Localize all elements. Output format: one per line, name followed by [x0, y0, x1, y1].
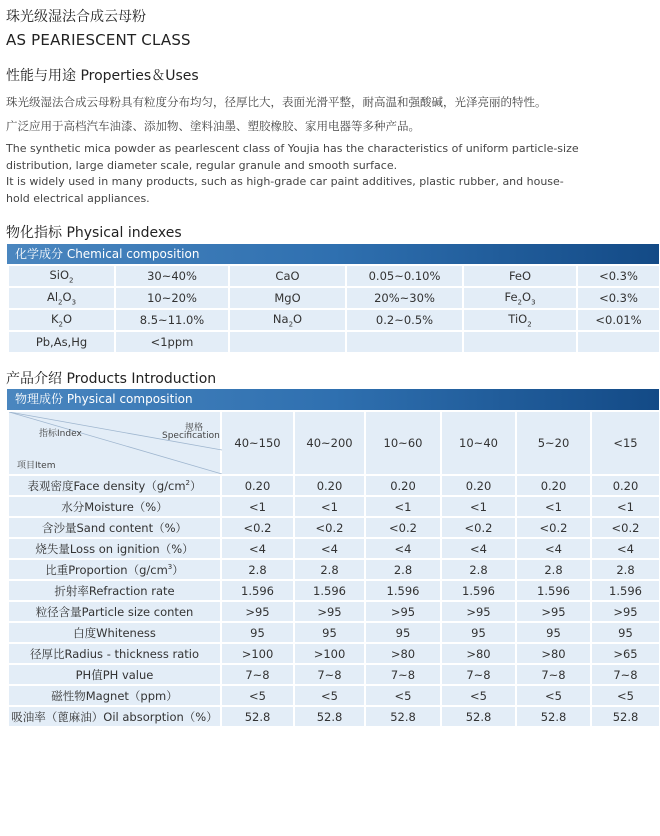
- chemical-composition-table: [7, 264, 660, 354]
- property-value-cell: 52.8: [294, 706, 365, 727]
- chem-element: TiO: [508, 311, 528, 326]
- property-value-cell: 0.20: [365, 475, 441, 496]
- chem-subscript: 3: [531, 298, 536, 307]
- property-value-cell: <4: [365, 538, 441, 559]
- property-value-cell: <0.2: [591, 517, 660, 538]
- property-label-cell: [8, 475, 221, 496]
- chem-value-cell: 0.2~0.5%: [346, 309, 463, 331]
- property-value-cell: 95: [294, 622, 365, 643]
- property-label-cell: [8, 664, 221, 685]
- index-label: 指标Index: [39, 429, 82, 439]
- property-value-cell: 52.8: [365, 706, 441, 727]
- property-value-cell: 1.596: [591, 580, 660, 601]
- property-value-cell: <4: [591, 538, 660, 559]
- property-label: 水分Moisture（%）: [61, 499, 168, 514]
- property-value-cell: 7~8: [221, 664, 294, 685]
- property-value-cell: 0.20: [516, 475, 591, 496]
- chem-element-cell: [229, 287, 346, 309]
- property-row: [8, 706, 660, 727]
- chem-element-cell: [463, 309, 577, 331]
- property-value-cell: 0.20: [441, 475, 516, 496]
- property-value-cell: >80: [516, 643, 591, 664]
- property-value-cell: >80: [365, 643, 441, 664]
- chem-value-cell: <0.01%: [577, 309, 660, 331]
- property-value-cell: 52.8: [221, 706, 294, 727]
- property-value-cell: >95: [516, 601, 591, 622]
- property-value-cell: 95: [365, 622, 441, 643]
- chem-subscript: 2: [517, 298, 522, 307]
- chem-element: CaO: [275, 269, 300, 283]
- property-value-cell: 2.8: [441, 559, 516, 580]
- property-label: 粒径含量Particle size conten: [35, 604, 194, 619]
- properties-en-line2: distribution, large diameter scale, regular granule and smooth surface.: [6, 158, 398, 172]
- property-value-cell: <4: [294, 538, 365, 559]
- property-value-cell: 0.20: [221, 475, 294, 496]
- property-value-cell: <5: [516, 685, 591, 706]
- properties-en-line3: It is widely used in many products, such as high-grade car paint additives, plastic rubber, and house-: [6, 175, 564, 188]
- chem-subscript: 3: [71, 298, 77, 307]
- property-label-cell: [8, 496, 221, 517]
- property-value-cell: >95: [365, 601, 441, 622]
- property-label-cell: [8, 643, 221, 664]
- chem-row: [8, 287, 660, 309]
- chem-subscript: 2: [69, 276, 74, 285]
- property-value-cell: <0.2: [441, 517, 516, 538]
- property-label-cell: [8, 601, 221, 622]
- chem-value-cell: [577, 331, 660, 353]
- property-row: [8, 517, 660, 538]
- property-value-cell: <4: [516, 538, 591, 559]
- spec-cn-label: 规格: [185, 423, 204, 433]
- property-value-cell: 7~8: [365, 664, 441, 685]
- property-value-cell: <1: [221, 496, 294, 517]
- property-value-cell: 2.8: [591, 559, 660, 580]
- property-label-cell: [8, 538, 221, 559]
- property-value-cell: 1.596: [516, 580, 591, 601]
- property-value-cell: >95: [441, 601, 516, 622]
- property-value-cell: 1.596: [365, 580, 441, 601]
- property-label: 比重Proportion（g/cm: [45, 562, 168, 577]
- chem-element: Pb,As,Hg: [35, 335, 88, 349]
- chem-element-cell: [463, 265, 577, 287]
- property-value-cell: >95: [221, 601, 294, 622]
- property-value-cell: <1: [591, 496, 660, 517]
- property-row: [8, 685, 660, 706]
- chem-element-cell: [229, 331, 346, 353]
- property-label: 含沙量Sand content（%）: [41, 520, 188, 535]
- property-label: PH值PH value: [75, 667, 154, 682]
- properties-heading: 性能与用途 Properties＆Uses: [6, 68, 199, 84]
- property-value-cell: <5: [591, 685, 660, 706]
- chem-element-cell: [8, 309, 115, 331]
- properties-en-line4: hold electrical appliances.: [6, 191, 150, 205]
- property-value-cell: <0.2: [365, 517, 441, 538]
- chem-subscript: 2: [288, 320, 294, 329]
- property-value-cell: >80: [441, 643, 516, 664]
- property-value-cell: <0.2: [516, 517, 591, 538]
- chem-value-cell: 30~40%: [115, 265, 229, 287]
- chem-value-cell: 8.5~11.0%: [115, 309, 229, 331]
- item-label: 项目Item: [17, 461, 56, 471]
- property-label-cell: [8, 706, 221, 727]
- property-label-cell: [8, 685, 221, 706]
- property-value-cell: 52.8: [516, 706, 591, 727]
- property-row: [8, 559, 660, 580]
- property-superscript: 2: [185, 478, 190, 487]
- property-value-cell: <0.2: [221, 517, 294, 538]
- physical-composition-table: [7, 410, 660, 728]
- property-value-cell: <1: [441, 496, 516, 517]
- chem-value-cell: 10~20%: [115, 287, 229, 309]
- chem-element-cell: [229, 309, 346, 331]
- property-value-cell: 1.596: [221, 580, 294, 601]
- property-value-cell: >95: [591, 601, 660, 622]
- property-label: 径厚比Radius - thickness ratio: [29, 646, 199, 661]
- chem-value-cell: <1ppm: [115, 331, 229, 353]
- chem-row: [8, 331, 660, 353]
- physical-composition-bar: 物理成份 Physical composition: [7, 389, 659, 410]
- chem-row: [8, 265, 660, 287]
- property-label: 表观密度Face density（g/cm: [27, 478, 186, 493]
- chem-element-cell: [463, 287, 577, 309]
- chem-element: O: [522, 289, 532, 304]
- property-value-cell: 7~8: [516, 664, 591, 685]
- property-label: ）: [172, 562, 184, 577]
- property-row: [8, 601, 660, 622]
- property-label-cell: [8, 559, 221, 580]
- property-row: [8, 622, 660, 643]
- properties-cn-line1: 珠光级湿法合成云母粉具有粒度分布均匀，径厚比大，表面光滑平整，耐高温和强酸碱，光泽亮丽的特性。: [6, 95, 547, 109]
- size-header: 40~200: [294, 411, 365, 475]
- property-value-cell: <0.2: [294, 517, 365, 538]
- property-value-cell: 2.8: [294, 559, 365, 580]
- chem-element-cell: [229, 265, 346, 287]
- size-header: 40~150: [221, 411, 294, 475]
- property-value-cell: 52.8: [591, 706, 660, 727]
- header-row: [8, 411, 660, 475]
- chem-element: FeO: [508, 269, 532, 283]
- chem-subscript: 2: [58, 320, 63, 329]
- chem-subscript: 2: [58, 298, 63, 307]
- chem-element: K: [50, 311, 59, 326]
- property-value-cell: 52.8: [441, 706, 516, 727]
- chem-element-cell: [463, 331, 577, 353]
- physical-indexes-heading: 物化指标 Physical indexes: [6, 225, 182, 241]
- chemical-composition-bar: 化学成分 Chemical composition: [7, 244, 659, 265]
- size-header: 10~40: [441, 411, 516, 475]
- property-value-cell: <5: [221, 685, 294, 706]
- property-value-cell: >100: [294, 643, 365, 664]
- property-value-cell: 7~8: [294, 664, 365, 685]
- property-value-cell: 1.596: [441, 580, 516, 601]
- size-header: 10~60: [365, 411, 441, 475]
- chem-value-cell: <0.3%: [577, 265, 660, 287]
- chem-value-cell: <0.3%: [577, 287, 660, 309]
- property-value-cell: 95: [221, 622, 294, 643]
- chem-element: Al: [46, 289, 59, 304]
- property-label-cell: [8, 622, 221, 643]
- property-value-cell: 0.20: [591, 475, 660, 496]
- chem-subscript: 2: [527, 320, 532, 329]
- properties-cn-line2: 广泛应用于高档汽车油漆、添加物、塗料油墨、塑胶橡胶、家用电器等多种产品。: [6, 119, 420, 133]
- property-value-cell: 95: [591, 622, 660, 643]
- products-heading: 产品介绍 Products Introduction: [6, 371, 217, 387]
- index-item-header-cell: [8, 411, 221, 475]
- property-row: [8, 664, 660, 685]
- property-label: ）: [190, 478, 202, 493]
- property-value-cell: 7~8: [441, 664, 516, 685]
- property-value-cell: 1.596: [294, 580, 365, 601]
- property-superscript: 3: [167, 562, 173, 571]
- property-label: 白度Whiteness: [73, 625, 156, 640]
- properties-en-text: [6, 141, 656, 207]
- chem-element: O: [62, 289, 72, 304]
- chem-value-cell: [346, 331, 463, 353]
- property-value-cell: <5: [441, 685, 516, 706]
- property-value-cell: >95: [294, 601, 365, 622]
- chem-element-cell: [8, 331, 115, 353]
- property-value-cell: <5: [294, 685, 365, 706]
- property-label-cell: [8, 580, 221, 601]
- property-value-cell: 95: [441, 622, 516, 643]
- spec-en-label: Specification: [162, 431, 220, 441]
- property-value-cell: <1: [294, 496, 365, 517]
- chem-element: O: [62, 311, 73, 326]
- property-value-cell: <4: [221, 538, 294, 559]
- chem-element: Fe: [504, 289, 518, 304]
- property-value-cell: <1: [516, 496, 591, 517]
- property-label: 折射率Refraction rate: [54, 583, 175, 598]
- size-header: <15: [591, 411, 660, 475]
- property-value-cell: 2.8: [221, 559, 294, 580]
- property-label: 烧失量Loss on ignition（%）: [35, 541, 194, 556]
- property-value-cell: >65: [591, 643, 660, 664]
- page-title-cn: 珠光级湿法合成云母粉: [6, 9, 146, 25]
- chem-element: Na: [272, 311, 289, 326]
- chem-value-cell: 0.05~0.10%: [346, 265, 463, 287]
- property-row: [8, 475, 660, 496]
- property-value-cell: <4: [441, 538, 516, 559]
- size-header: 5~20: [516, 411, 591, 475]
- page-title-en: AS PEARIESCENT CLASS: [6, 31, 191, 49]
- chem-element-cell: [8, 287, 115, 309]
- property-row: [8, 538, 660, 559]
- chem-row: [8, 309, 660, 331]
- property-value-cell: 95: [516, 622, 591, 643]
- property-value-cell: <5: [365, 685, 441, 706]
- property-label: 吸油率（蓖麻油）Oil absorption（%）: [11, 709, 218, 724]
- property-value-cell: <1: [365, 496, 441, 517]
- chem-element: O: [293, 311, 303, 326]
- property-row: [8, 496, 660, 517]
- property-label-cell: [8, 517, 221, 538]
- property-value-cell: 2.8: [365, 559, 441, 580]
- chem-element: SiO: [49, 267, 70, 282]
- property-row: [8, 643, 660, 664]
- chem-element: MgO: [274, 291, 301, 305]
- properties-en-line1: The synthetic mica powder as pearlescent class of Youjia has the characteristics of uniform particle-size: [6, 142, 579, 155]
- chem-element-cell: [8, 265, 115, 287]
- property-row: [8, 580, 660, 601]
- property-value-cell: 0.20: [294, 475, 365, 496]
- property-label: 磁性物Magnet（ppm）: [51, 688, 178, 703]
- property-value-cell: 7~8: [591, 664, 660, 685]
- chem-value-cell: 20%~30%: [346, 287, 463, 309]
- property-value-cell: 2.8: [516, 559, 591, 580]
- property-value-cell: >100: [221, 643, 294, 664]
